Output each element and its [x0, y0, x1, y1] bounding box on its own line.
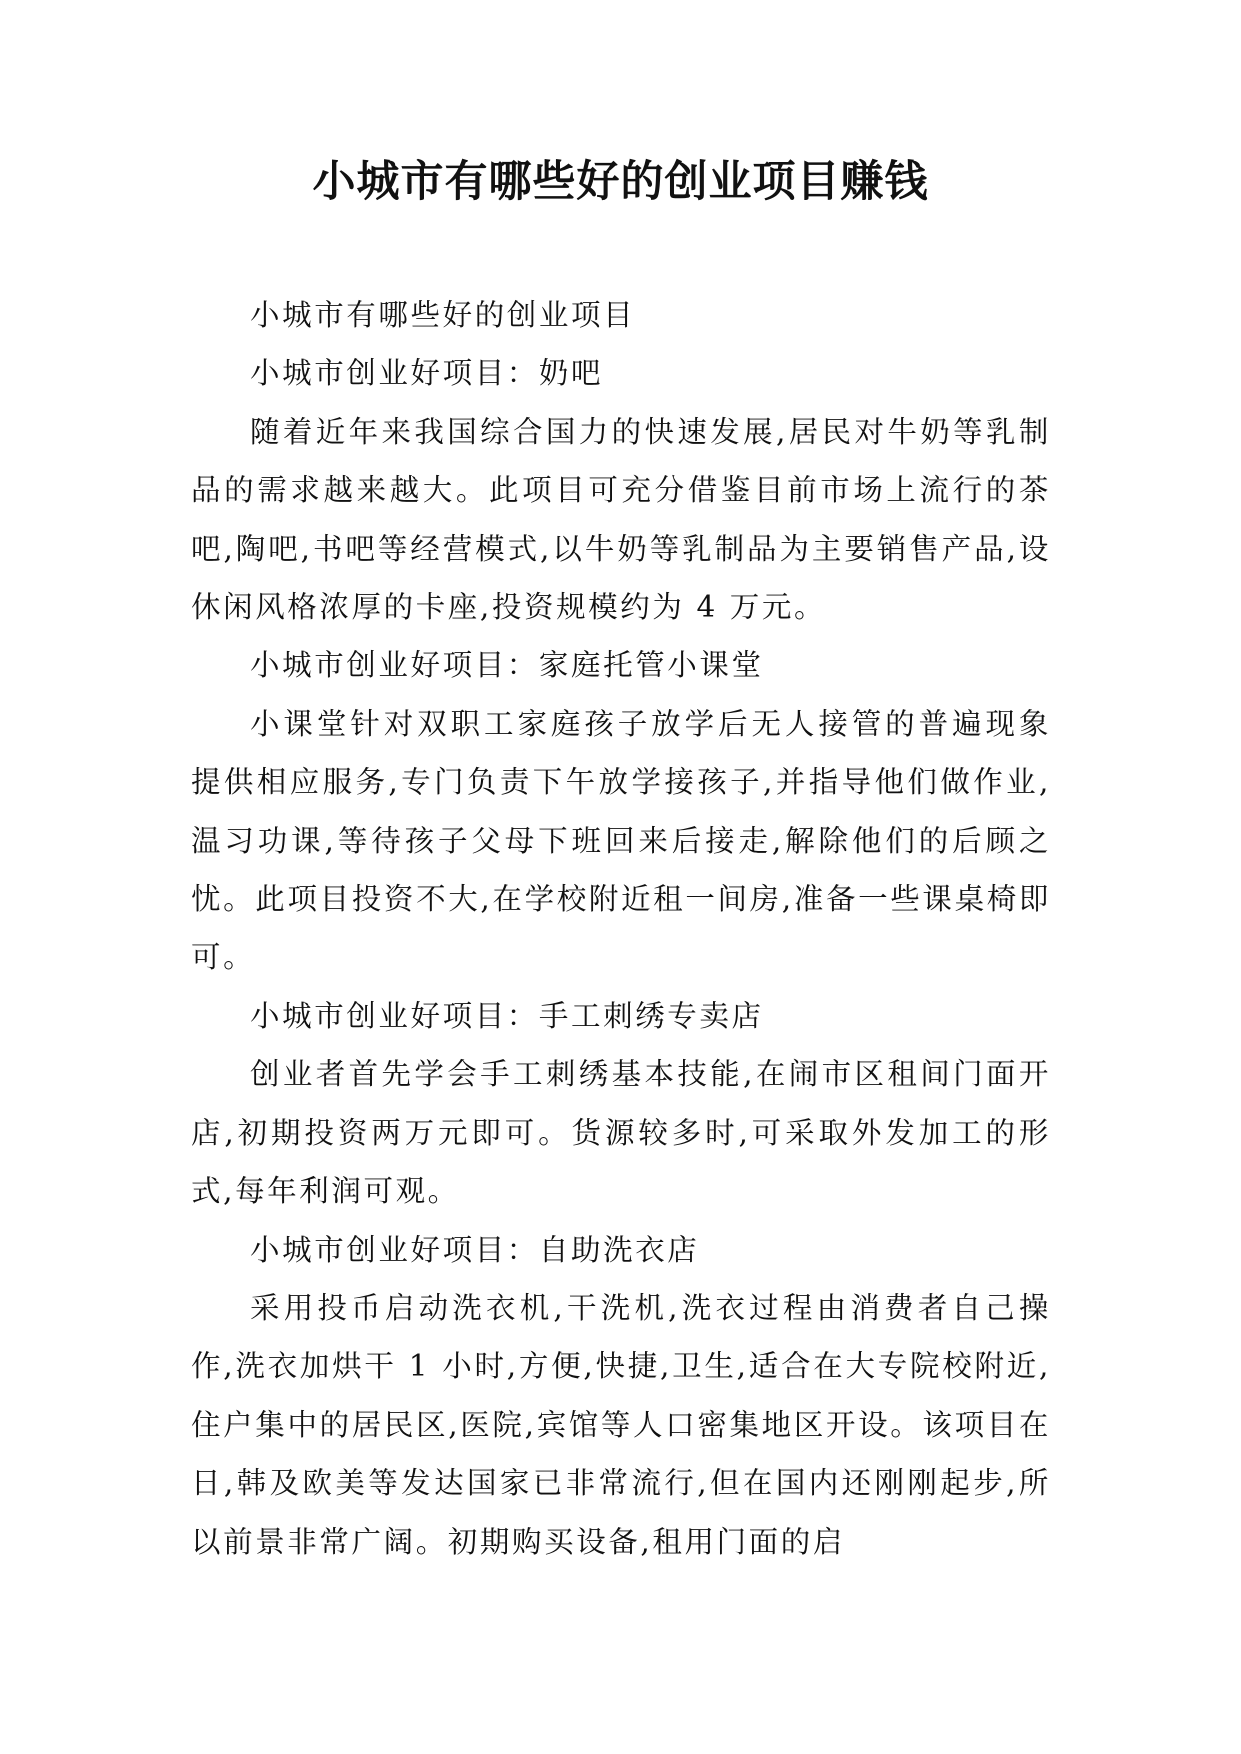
paragraph-milk-bar: 随着近年来我国综合国力的快速发展,居民对牛奶等乳制品的需求越来越大。此项目可充分借鉴目前市场上流行的茶吧,陶吧,书吧等经营模式,以牛奶等乳制品为主要销售产品,设休闲风格浓厚的卡座,投资规模约为 4 万元。	[191, 414, 1051, 625]
paragraph-heading-milk-bar: 小城市创业好项目：奶吧	[250, 356, 604, 391]
paragraph-after-school-care: 小课堂针对双职工家庭孩子放学后无人接管的普遍现象提供相应服务,专门负责下午放学接孩子,并指导他们做作业,温习功课,等待孩子父母下班回来后接走,解除他们的后顾之忧。此项目投资不大,在学校附近租一间房,准备一些课桌椅即可。	[191, 706, 1051, 975]
document-title: 小城市有哪些好的创业项目赚钱	[312, 157, 929, 207]
paragraph-self-service-laundry: 采用投币启动洗衣机,干洗机,洗衣过程由消费者自己操作,洗衣加烘干 1 小时,方便,快捷,卫生,适合在大专院校附近,住户集中的居民区,医院,宾馆等人口密集地区开设。该项目在日,韩及欧美等发达国家已非常流行,但在国内还刚刚起步,所以前景非常广阔。初期购买设备,租用门面的启	[191, 1290, 1051, 1559]
paragraph-heading-intro: 小城市有哪些好的创业项目	[250, 298, 636, 332]
paragraph-heading-embroidery-shop: 小城市创业好项目：手工刺绣专卖店	[250, 998, 764, 1033]
document-body	[191, 286, 1051, 1571]
paragraph-heading-after-school-care: 小城市创业好项目：家庭托管小课堂	[250, 648, 764, 683]
paragraph-embroidery-shop: 创业者首先学会手工刺绣基本技能,在闹市区租间门面开店,初期投资两万元即可。货源较多时,可采取外发加工的形式,每年利润可观。	[191, 1057, 1051, 1209]
paragraph-heading-self-service-laundry: 小城市创业好项目：自助洗衣店	[250, 1232, 700, 1267]
